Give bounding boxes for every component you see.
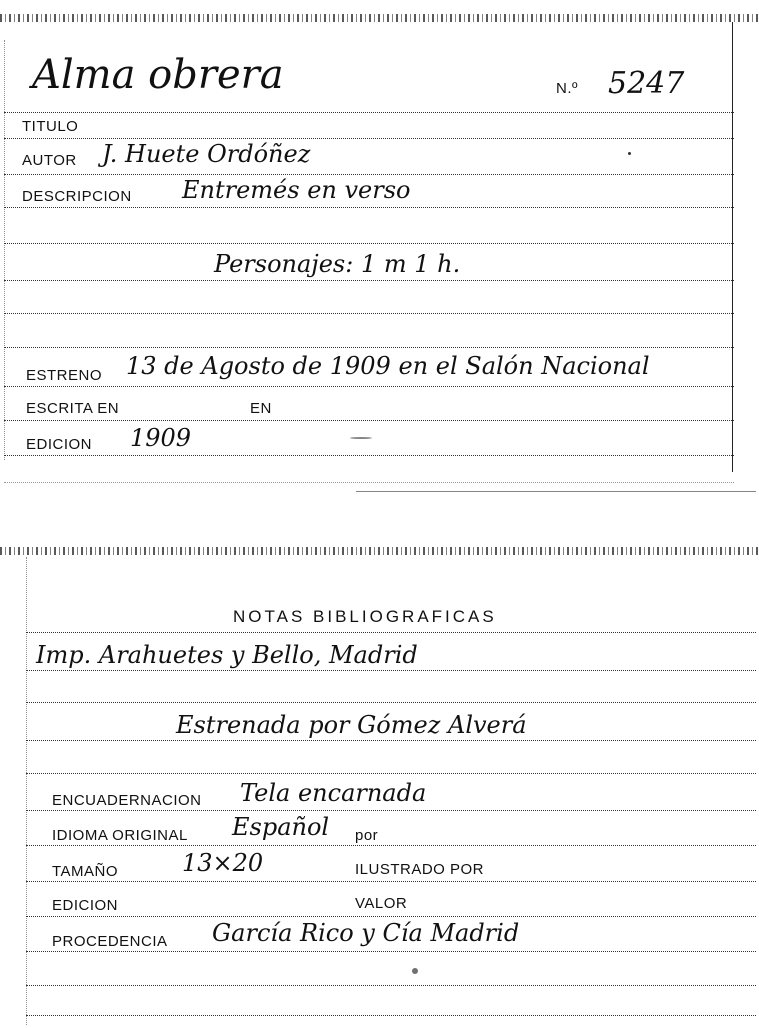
catalog-card-top (0, 0, 759, 500)
encuadernacion-value: Tela encarnada (240, 779, 427, 807)
procedencia-label: PROCEDENCIA (52, 933, 168, 950)
card-left-edge (26, 557, 27, 1025)
descripcion-value: Entremés en verso (182, 176, 411, 204)
edicion-value: 1909 (130, 424, 192, 452)
catalog-card-bottom (0, 545, 759, 1025)
ilustrado-label: ILUSTRADO POR (355, 861, 485, 878)
encuadernacion-label: ENCUADERNACION (52, 792, 202, 809)
por-label: por (355, 827, 379, 844)
tamano-value: 13×20 (182, 849, 264, 877)
en-label: EN (250, 400, 272, 417)
card-left-edge (4, 40, 5, 460)
nota-line-2: Estrenada por Gómez Alverá (176, 711, 527, 739)
edicion-label-2: EDICION (52, 897, 119, 914)
escrita-en-label: ESCRITA EN (26, 400, 120, 417)
estreno-label: ESTRENO (26, 367, 103, 384)
autor-value: J. Huete Ordóñez (102, 140, 311, 168)
estreno-value: 13 de Agosto de 1909 en el Salón Nacional (126, 352, 650, 380)
titulo-label: TITULO (22, 118, 79, 135)
procedencia-value: García Rico y Cía Madrid (212, 919, 520, 947)
number-value: 5247 (608, 66, 685, 101)
edicion-label: EDICION (26, 436, 93, 453)
descripcion-label: DESCRIPCION (22, 188, 132, 205)
torn-edge (0, 547, 759, 555)
title-value: Alma obrera (32, 52, 284, 98)
autor-label: AUTOR (22, 152, 77, 169)
personajes-value: Personajes: 1 m 1 h. (214, 250, 461, 278)
nota-line-1: Imp. Arahuetes y Bello, Madrid (36, 641, 418, 669)
torn-edge (0, 14, 759, 22)
notas-heading: NOTAS BIBLIOGRAFICAS (233, 607, 497, 626)
card-right-edge (732, 22, 733, 472)
idioma-label: IDIOMA ORIGINAL (52, 827, 188, 844)
valor-label: VALOR (355, 895, 408, 912)
idioma-value: Español (232, 813, 330, 841)
number-label: N.º (556, 80, 578, 97)
tamano-label: TAMAÑO (52, 863, 119, 880)
